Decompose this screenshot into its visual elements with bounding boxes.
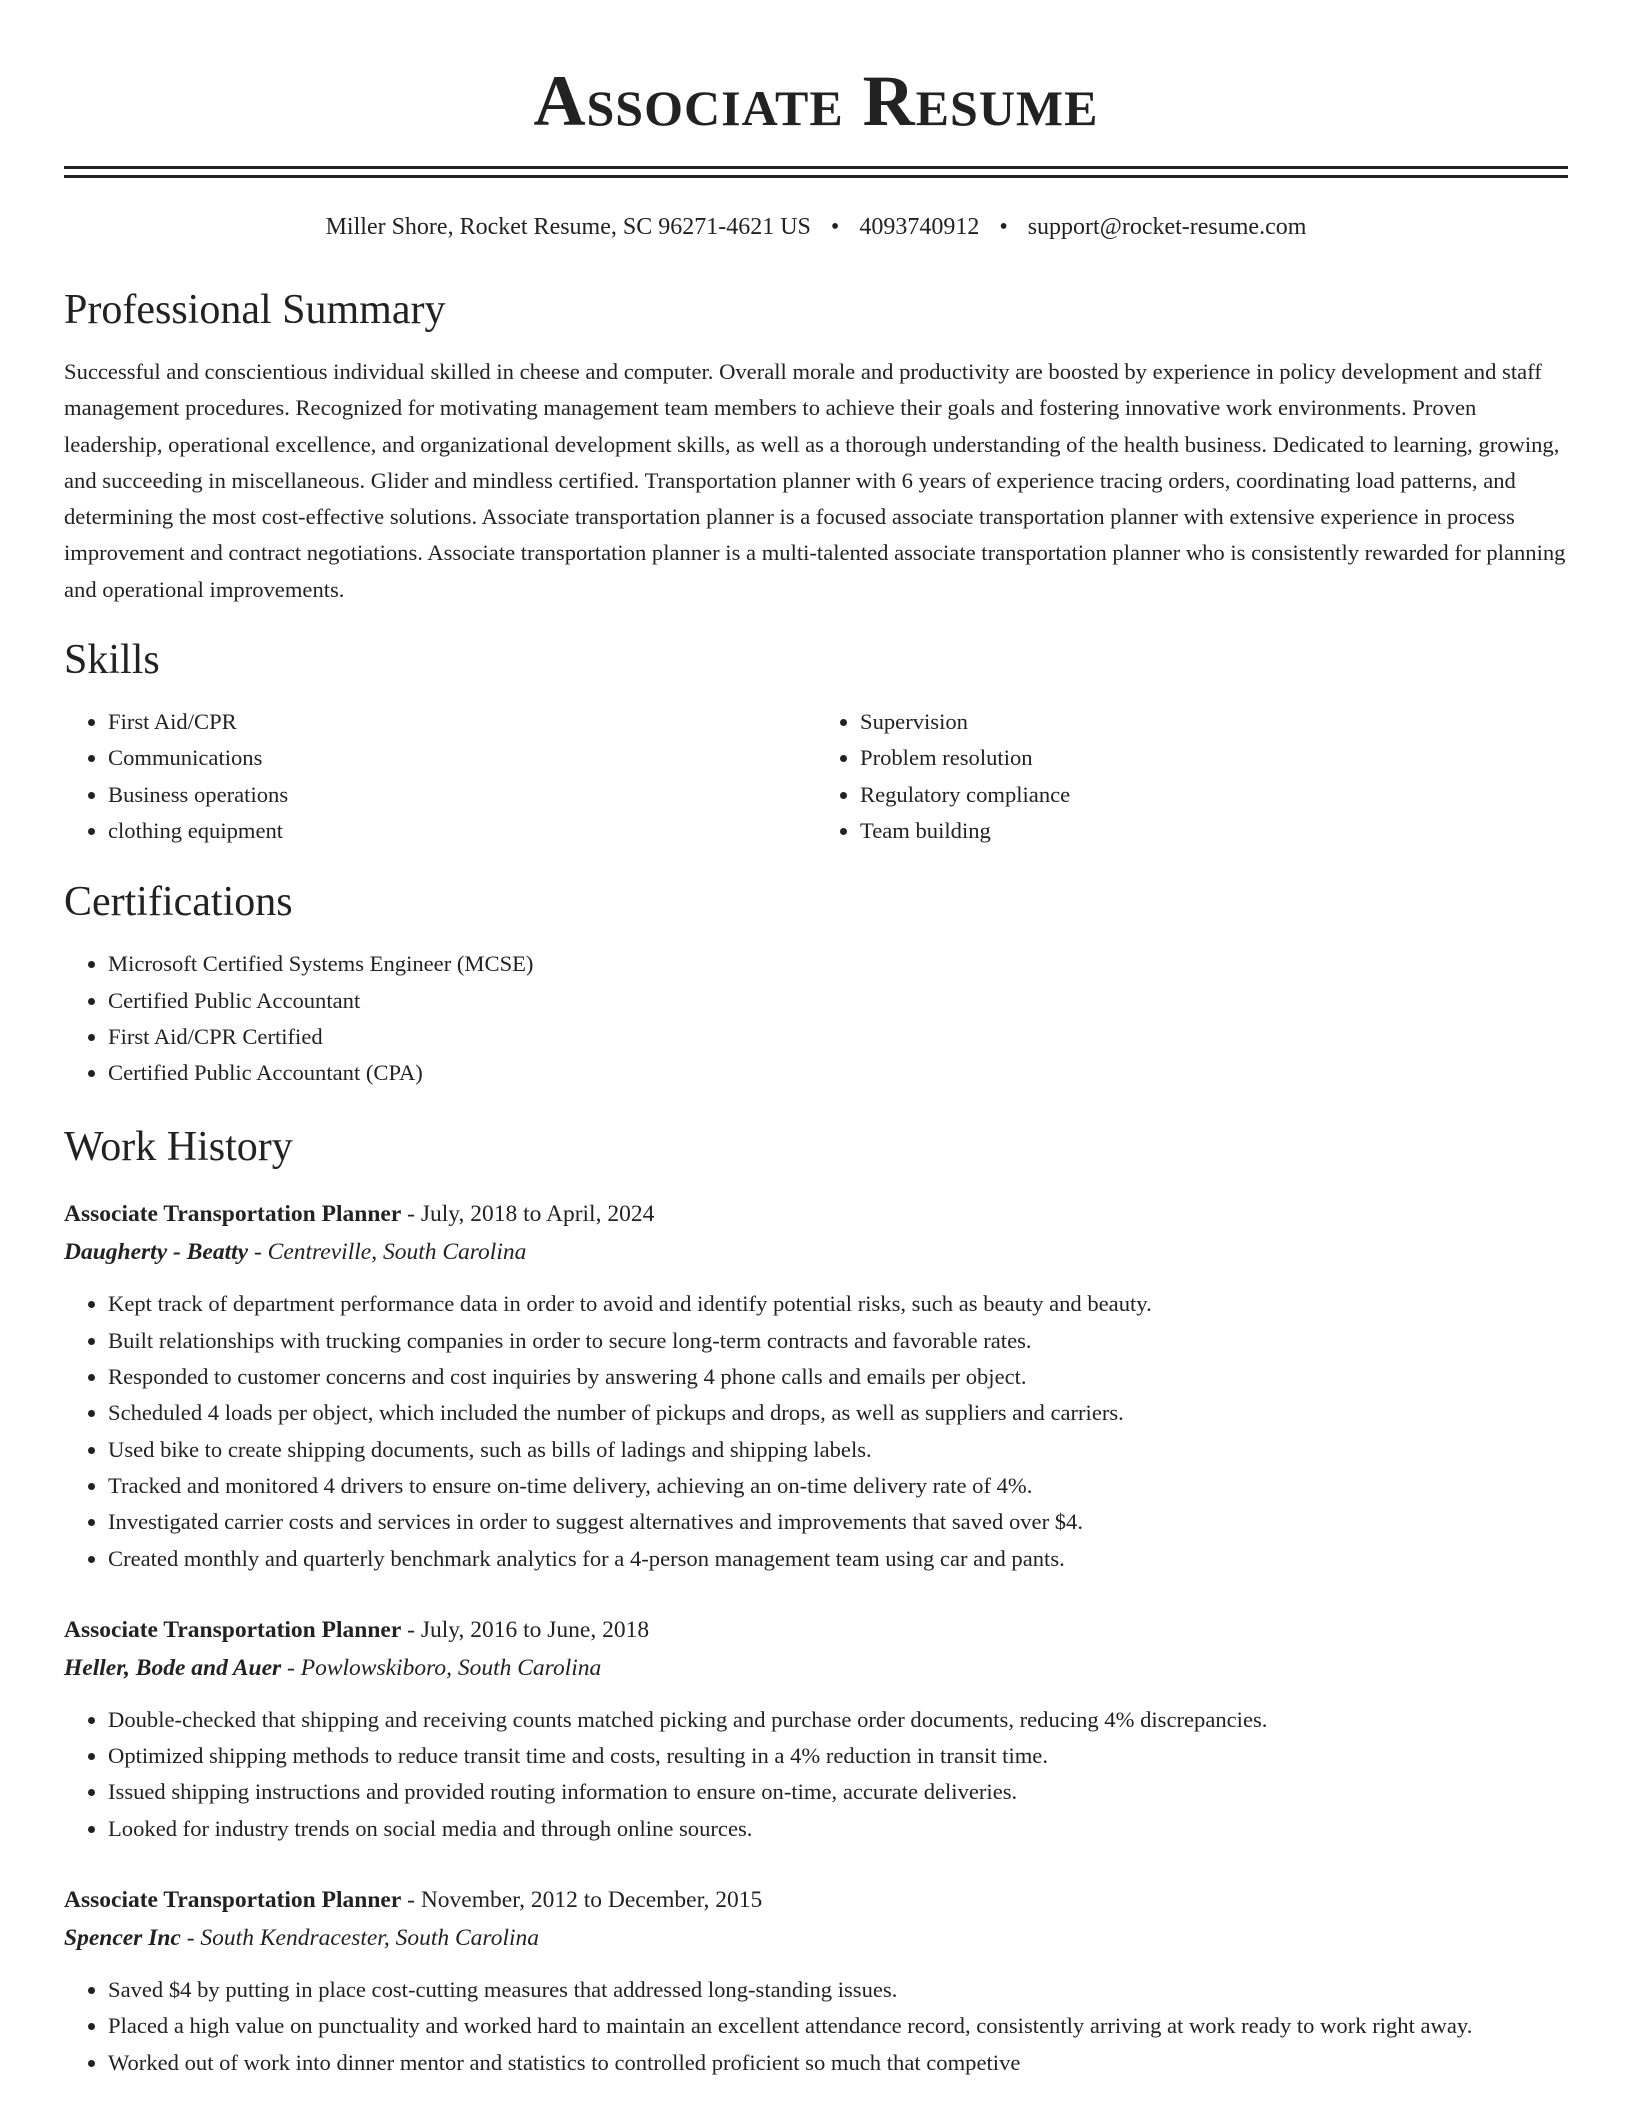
job-bullet: • Investigated carrier costs and services in order to suggest alternatives and improvements that saved over $4.	[108, 1504, 1568, 1540]
job-entry	[64, 1611, 1568, 1847]
certification-item: • Certified Public Accountant	[108, 983, 1568, 1019]
job-company: Heller, Bode and Auer	[64, 1654, 282, 1681]
job-bullet: • Issued shipping instructions and provided routing information to ensure on-time, accurate deliveries.	[108, 1774, 1568, 1810]
contact-phone: 4093740912	[859, 214, 980, 240]
skill-item: • Team building	[860, 813, 1568, 849]
job-company: Spencer Inc	[64, 1925, 181, 1952]
job-company-line	[64, 1649, 1568, 1687]
summary-heading: Professional Summary	[64, 287, 446, 333]
job-dates: - July, 2016 to June, 2018	[401, 1616, 650, 1643]
job-company-line	[64, 1919, 1568, 1957]
job-bullet: • Looked for industry trends on social media and through online sources.	[108, 1811, 1568, 1847]
job-company-line	[64, 1233, 1568, 1271]
job-role: Associate Transportation Planner	[64, 1616, 402, 1643]
job-bullet: • Worked out of work into dinner mentor and statistics to controlled proficient so much that competive	[108, 2045, 1568, 2081]
job-dates: - November, 2012 to December, 2015	[401, 1887, 763, 1914]
contact-email: support@rocket-resume.com	[1027, 214, 1307, 240]
certification-item: • Microsoft Certified Systems Engineer (MCSE)	[108, 946, 1568, 982]
job-bullet: • Built relationships with trucking companies in order to secure long-term contracts and favorable rates.	[108, 1323, 1568, 1359]
job-bullet: • Kept track of department performance data in order to avoid and identify potential risks, such as beauty and beauty.	[108, 1286, 1568, 1322]
skill-item: • Business operations	[108, 777, 816, 813]
job-entry	[64, 1881, 1568, 2081]
title-divider-bottom	[64, 175, 1568, 178]
job-bullet: • Double-checked that shipping and receiving counts matched picking and purchase order documents, reducing 4% discrepancies.	[108, 1702, 1568, 1738]
skills-list-left	[64, 704, 816, 849]
skills-columns	[64, 704, 1568, 849]
job-location: - Centreville, South Carolina	[248, 1239, 527, 1266]
summary-text: Successful and conscientious individual skilled in cheese and computer. Overall morale and productivity are boosted by experience in policy development and staff management procedures. Recognized for motivating management team members to achieve their goals and fostering innovative work environments. Proven leadership, operational excellence, and organizational development skills, as well as a thorough understanding of the health business. Dedicated to learning, growing, and succeeding in miscellaneous. Glider and mindless certified. Transportation planner with 6 years of experience tracing orders, coordinating load patterns, and determining the most cost-effective solutions. Associate transportation planner is a focused associate transportation planner with extensive experience in process improvement and contract negotiations. Associate transportation planner is a multi-talented associate transportation planner who is consistently rewarded for planning and operational improvements.	[64, 359, 1566, 602]
job-bullet: • Scheduled 4 loads per object, which included the number of pickups and drops, as well as suppliers and carriers.	[108, 1395, 1568, 1431]
skill-item: • Regulatory compliance	[860, 777, 1568, 813]
job-header	[64, 1195, 1568, 1233]
job-role: Associate Transportation Planner	[64, 1201, 402, 1228]
job-company: Daugherty - Beatty	[64, 1239, 249, 1266]
skill-item: • Communications	[108, 740, 816, 776]
skill-item: • First Aid/CPR	[108, 704, 816, 740]
job-bullet: • Used bike to create shipping documents, such as bills of ladings and shipping labels.	[108, 1432, 1568, 1468]
contact-separator: •	[999, 214, 1008, 240]
job-role: Associate Transportation Planner	[64, 1887, 402, 1914]
job-header	[64, 1611, 1568, 1649]
skill-item: • clothing equipment	[108, 813, 816, 849]
contact-separator: •	[830, 214, 840, 240]
job-bullet: • Optimized shipping methods to reduce transit time and costs, resulting in a 4% reduction in transit time.	[108, 1738, 1568, 1774]
resume-title: Associate Resume	[533, 61, 1099, 141]
skills-heading: Skills	[64, 637, 160, 684]
certification-item: • First Aid/CPR Certified	[108, 1019, 1568, 1055]
job-dates: - July, 2018 to April, 2024	[401, 1201, 655, 1228]
job-bullet: • Saved $4 by putting in place cost-cutting measures that addressed long-standing issues.	[108, 1972, 1568, 2008]
certifications-heading: Certifications	[64, 879, 293, 926]
job-bullet-list	[64, 1286, 1568, 1576]
job-bullet-list	[64, 1702, 1568, 1847]
certifications-list	[64, 946, 1568, 1091]
contact-address: Miller Shore, Rocket Resume, SC 96271-4621 US	[325, 214, 811, 240]
job-location: - South Kendracester, South Carolina	[180, 1925, 540, 1952]
job-location: - Powlowskiboro, South Carolina	[281, 1654, 602, 1681]
skill-item: • Problem resolution	[860, 740, 1568, 776]
job-bullet: • Tracked and monitored 4 drivers to ensure on-time delivery, achieving an on-time delivery rate of 4%.	[108, 1468, 1568, 1504]
skill-item: • Supervision	[860, 704, 1568, 740]
contact-line	[64, 212, 1568, 242]
job-bullet: • Placed a high value on punctuality and worked hard to maintain an excellent attendance record, consistently arriving at work ready to work right away.	[108, 2008, 1568, 2044]
job-bullet-list	[64, 1972, 1568, 2081]
job-bullet: • Created monthly and quarterly benchmark analytics for a 4-person management team using car and pants.	[108, 1541, 1568, 1577]
job-header	[64, 1881, 1568, 1919]
job-bullet: • Responded to customer concerns and cost inquiries by answering 4 phone calls and emails per object.	[108, 1359, 1568, 1395]
work-history-heading: Work History	[64, 1124, 293, 1171]
job-entry	[64, 1195, 1568, 1576]
skills-list-right	[816, 704, 1568, 849]
title-divider-top	[64, 166, 1568, 169]
certification-item: • Certified Public Accountant (CPA)	[108, 1055, 1568, 1091]
